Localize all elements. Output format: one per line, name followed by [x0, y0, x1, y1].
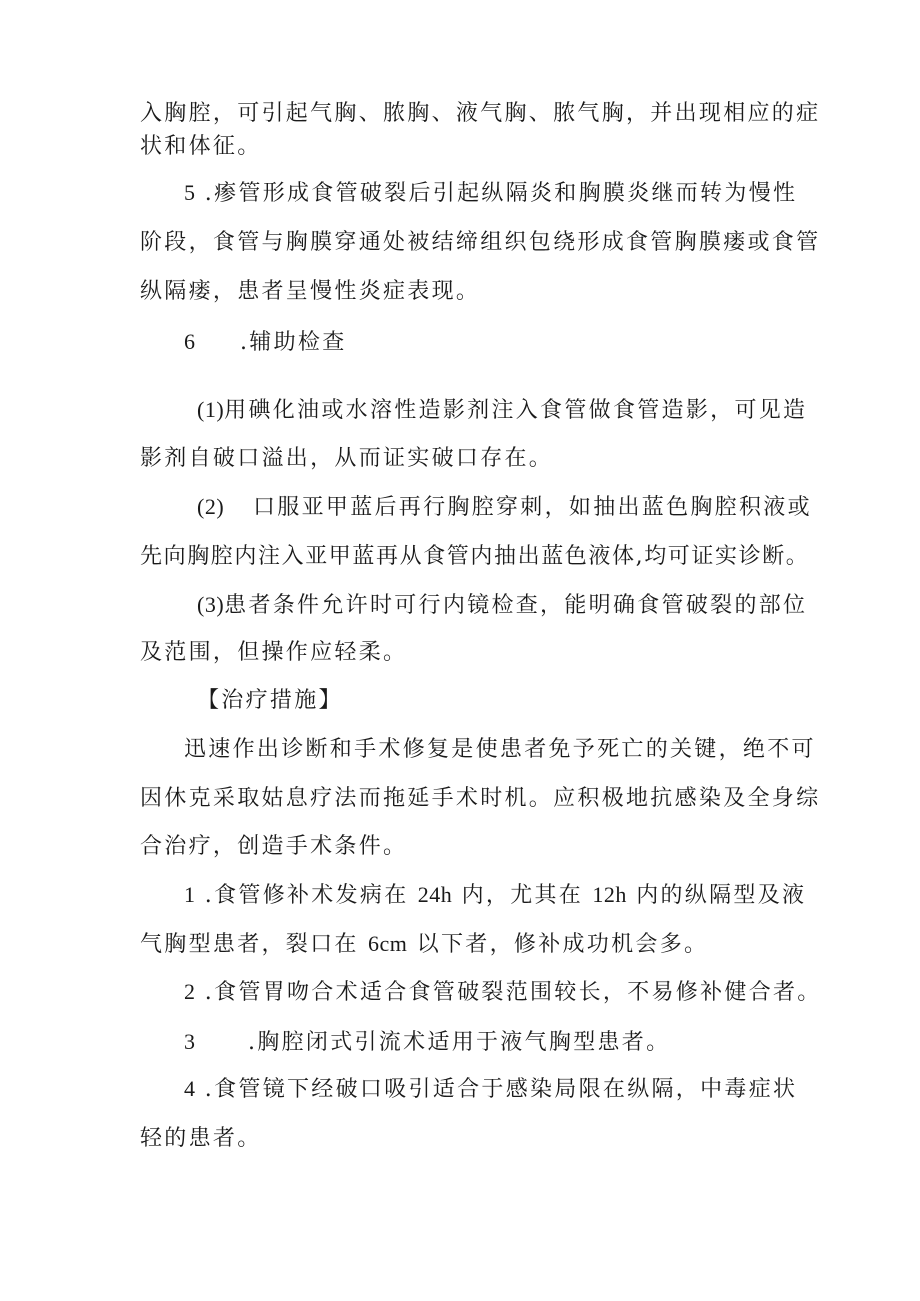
list-item-5-line [184, 178, 797, 209]
paragraph-line: 纵隔瘘，患者呈慢性炎症表现。 [140, 279, 481, 304]
item-text: 气胸型患者，裂口在 [140, 932, 359, 957]
item-text: 口服亚甲蓝后再行胸腔穿刺，如抽出蓝色胸腔积液或 [253, 495, 812, 520]
duration-value: 24h [417, 882, 453, 907]
item-text: .食管镜下经破口吸引适合于感染局限在纵隔，中毒症状 [204, 1077, 798, 1102]
size-value: 6cm [368, 931, 408, 956]
item-number: 2 [184, 979, 196, 1004]
item-number: 6 [184, 329, 196, 354]
item-text: .食管胃吻合术适合食管破裂范围较长，不易修补健合者。 [204, 980, 822, 1005]
treatment-item-2-line [184, 977, 822, 1008]
sub-item-2-line [197, 492, 812, 523]
paragraph-line: 迅速作出诊断和手术修复是使患者免予死亡的关键，绝不可 [184, 737, 816, 762]
item-number: 3 [184, 1029, 196, 1054]
paragraph-line [140, 929, 708, 960]
item-number: 5 [184, 180, 196, 205]
paragraph-line: 影剂自破口溢出，从而证实破口存在。 [140, 446, 554, 471]
sub-item-3-line [197, 590, 807, 621]
item-text: 以下者，修补成功机会多。 [416, 932, 709, 957]
item-text: .辅助检查 [240, 330, 347, 355]
item-text: 用碘化油或水溶性造影剂注入食管做食管造影，可见造 [224, 398, 808, 423]
paragraph-line: 及范围，但操作应轻柔。 [140, 640, 408, 665]
item-text: .胸腔闭式引流术适用于液气胸型患者。 [248, 1030, 671, 1055]
item-number: (3) [197, 592, 225, 617]
treatment-item-3-line [184, 1027, 670, 1058]
item-text: .瘆管形成食管破裂后引起纵隔炎和胸膜炎继而转为慢性 [204, 181, 798, 206]
item-number: (2) [197, 494, 225, 519]
item-text: 患者条件允许时可行内镜检查，能明确食管破裂的部位 [224, 593, 808, 618]
item-number: (1) [197, 397, 225, 422]
paragraph-line: 入胸腔，可引起气胸、脓胸、液气胸、脓气胸，并出现相应的症 [140, 101, 821, 126]
paragraph-line: 合治疗，创造手术条件。 [140, 834, 408, 859]
item-number: 1 [184, 882, 196, 907]
sub-item-1-line [197, 395, 807, 426]
item-number: 4 [184, 1076, 196, 1101]
item-text: 内的纵隔型及液 [636, 883, 807, 908]
treatment-item-1-line [184, 880, 806, 911]
duration-value: 12h [592, 882, 627, 907]
item-text: .食管修补术发病在 [204, 883, 409, 908]
paragraph-line: 阶段，食管与胸膜穿通处被结缔组织包绕形成食管胸膜瘘或食管 [140, 230, 821, 255]
paragraph-line: 轻的患者。 [140, 1126, 262, 1151]
paragraph-line: 状和体征。 [140, 134, 262, 159]
paragraph-line: 先向胸腔内注入亚甲蓝再从食管内抽出蓝色液体,均可证实诊断。 [140, 544, 810, 569]
paragraph-line: 因休克采取姑息疗法而拖延手术时机。应积极地抗感染及全身综 [140, 786, 821, 811]
treatment-item-4-line [184, 1074, 797, 1105]
section-heading-treatment: 【治疗措施】 [197, 688, 343, 713]
item-text: 内，尤其在 [461, 883, 584, 908]
section-heading-6 [184, 327, 347, 358]
